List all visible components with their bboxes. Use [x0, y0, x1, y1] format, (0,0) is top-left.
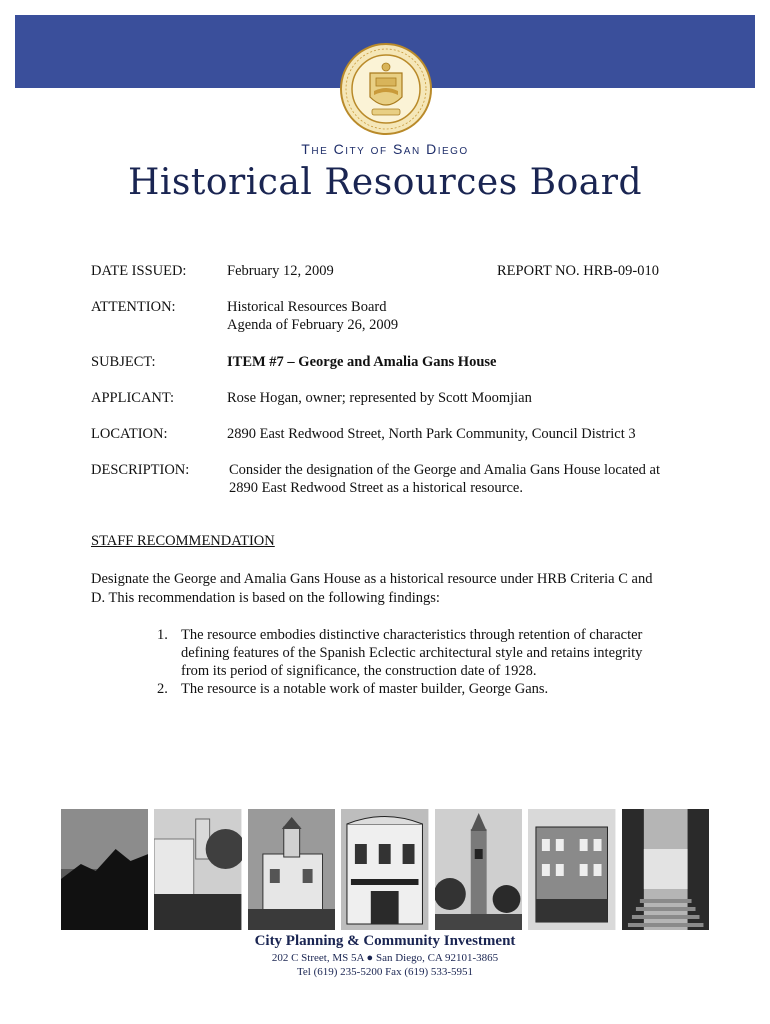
victorian-house-photo: [248, 809, 335, 930]
recommendation-paragraph: [91, 570, 691, 608]
finding-number: 2.: [157, 681, 168, 697]
footer-department: City Planning & Community Investment: [254, 933, 516, 949]
subject-label: SUBJECT:: [91, 354, 156, 370]
bell-tower-photo: [435, 809, 522, 930]
finding-item: [157, 626, 677, 680]
recommendation-line-2: D. This recommendation is based on the following findings:: [91, 590, 440, 606]
ornate-building-photo: [528, 809, 615, 930]
page-title: Historical Resources Board: [127, 162, 642, 203]
location-value: 2890 East Redwood Street, North Park Community, Council District 3: [227, 426, 636, 442]
storefront-building-photo: [341, 809, 428, 930]
description-line-2: 2890 East Redwood Street as a historical resource.: [229, 480, 523, 496]
applicant-label: APPLICANT:: [91, 390, 175, 406]
location-label: LOCATION:: [91, 426, 168, 442]
mission-church-photo: [154, 809, 241, 930]
plaza-steps-photo: [622, 809, 709, 930]
attention-line-1: Historical Resources Board: [227, 299, 387, 315]
finding-text-line: defining features of the Spanish Eclectic architectural style and retains integrity: [181, 645, 643, 661]
attention-line-2: Agenda of February 26, 2009: [227, 317, 399, 333]
photo-strip: [61, 809, 709, 930]
city-name: The City of San Diego: [301, 141, 469, 157]
finding-text-line: from its period of significance, the construction date of 1928.: [181, 663, 537, 679]
description-label: DESCRIPTION:: [91, 462, 190, 478]
finding-text-line: The resource embodies distinctive characteristics through retention of character: [181, 627, 643, 643]
finding-text-line: The resource is a notable work of master builder, George Gans.: [181, 681, 549, 697]
city-seal-icon: [340, 43, 432, 135]
footer-phone: Tel (619) 235-5200 Fax (619) 533-5951: [296, 966, 474, 978]
footer-address: 202 C Street, MS 5A ● San Diego, CA 92101-3865: [271, 952, 499, 964]
description-line-1: Consider the designation of the George and Amalia Gans House located at: [229, 462, 660, 478]
recommendation-line-1: Designate the George and Amalia Gans House as a historical resource under HRB Criteria C and: [91, 571, 653, 587]
subject-value: ITEM #7 – George and Amalia Gans House: [227, 354, 497, 370]
date-value: February 12, 2009: [227, 263, 334, 279]
staff-recommendation-heading: STAFF RECOMMENDATION: [91, 533, 275, 549]
date-label: DATE ISSUED:: [91, 263, 187, 279]
findings-list: [157, 626, 677, 698]
report-number: REPORT NO. HRB-09-010: [497, 263, 659, 279]
attention-label: ATTENTION:: [91, 299, 176, 315]
finding-number: 1.: [157, 627, 168, 643]
finding-item: [157, 680, 677, 698]
mountain-landscape-photo: [61, 809, 148, 930]
applicant-value: Rose Hogan, owner; represented by Scott Moomjian: [227, 390, 532, 406]
